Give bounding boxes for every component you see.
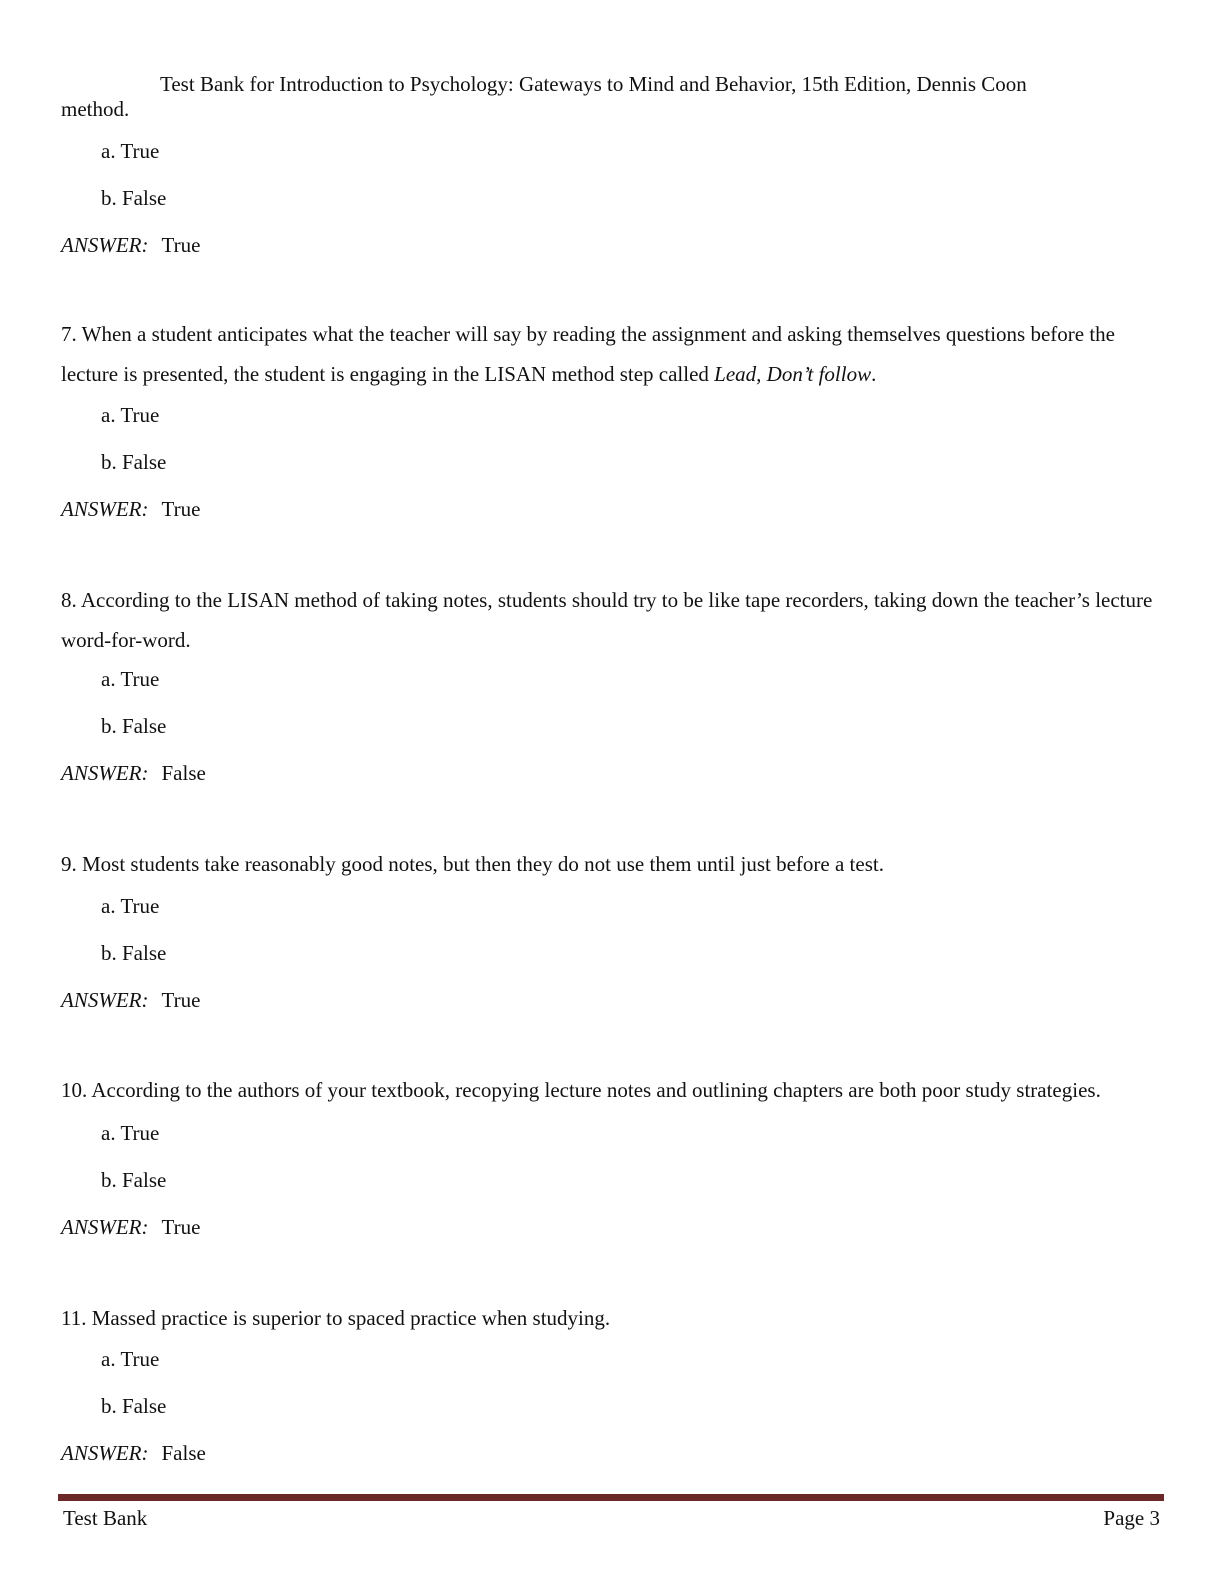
answer-line: [61, 233, 200, 258]
question-9-option-true: a. True: [101, 894, 160, 918]
question-11-option-false: b. False: [101, 1394, 167, 1418]
answer-value: False: [161, 761, 206, 785]
question-7-text: 7. When a student anticipates what the teacher will say by reading the assignment and asking themselves questions before the lecture is presented, the student is engaging in the LISAN method step called Lead, Don’t follow.: [61, 322, 1115, 386]
page-number: Page 3: [1103, 1506, 1160, 1530]
question-10-answer: [61, 1215, 200, 1240]
option-false: b. False: [101, 186, 167, 210]
question-7-option-false: b. False: [101, 450, 167, 474]
question-7-option-true: a. True: [101, 403, 160, 427]
footer-title: Test Bank: [63, 1506, 148, 1530]
footer-divider: [58, 1494, 1164, 1501]
answer-label: ANSWER:: [61, 988, 149, 1012]
question-9-answer: [61, 988, 200, 1013]
answer-value: True: [161, 497, 201, 521]
question-10-option-true: a. True: [101, 1121, 160, 1145]
answer-label: ANSWER:: [61, 1441, 149, 1465]
question-10-text: 10. According to the authors of your textbook, recopying lecture notes and outlining chapters are both poor study strategies.: [61, 1078, 1101, 1102]
question-7-emphasis: Lead, Don’t follow: [714, 362, 872, 386]
question-8-text: 8. According to the LISAN method of taking notes, students should try to be like tape recorders, taking down the teacher’s lecture word-for-word.: [61, 588, 1153, 652]
question-7-answer: [61, 497, 200, 522]
answer-value: False: [161, 1441, 206, 1465]
question-8-answer: [61, 761, 206, 786]
answer-value: True: [161, 233, 201, 257]
option-true: a. True: [101, 139, 160, 163]
page-header-title: Test Bank for Introduction to Psychology: Gateways to Mind and Behavior, 15th Edition, Dennis Coon: [160, 72, 1027, 96]
answer-label: ANSWER:: [61, 497, 149, 521]
answer-value: True: [161, 1215, 201, 1239]
question-9-option-false: b. False: [101, 941, 167, 965]
question-8-option-false: b. False: [101, 714, 167, 738]
question-11-text: 11. Massed practice is superior to spaced practice when studying.: [61, 1306, 611, 1330]
answer-value: True: [161, 988, 201, 1012]
answer-label: ANSWER:: [61, 1215, 149, 1239]
answer-label: ANSWER:: [61, 233, 149, 257]
question-11-option-true: a. True: [101, 1347, 160, 1371]
question-8-option-true: a. True: [101, 667, 160, 691]
question-9-text: 9. Most students take reasonably good notes, but then they do not use them until just before a test.: [61, 852, 884, 876]
answer-label: ANSWER:: [61, 761, 149, 785]
question-continuation-text: method.: [61, 97, 130, 121]
question-11-answer: [61, 1441, 206, 1466]
question-10-option-false: b. False: [101, 1168, 167, 1192]
